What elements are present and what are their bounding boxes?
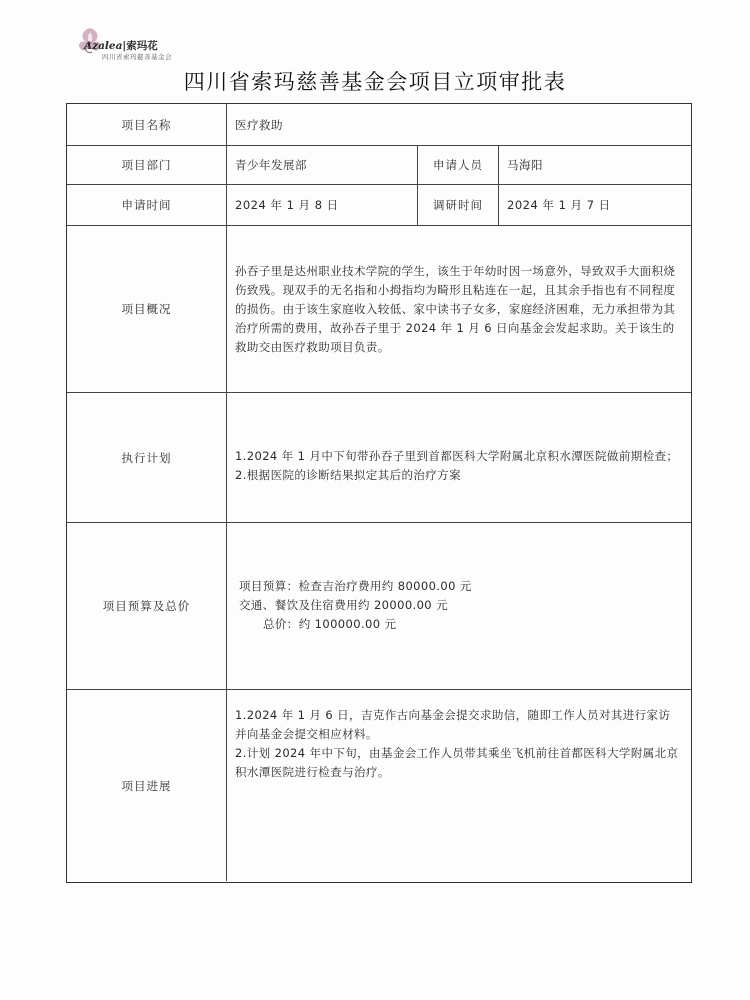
department-value: 青少年发展部 <box>235 158 307 172</box>
plan-label: 执行计划 <box>67 393 227 522</box>
budget-total-line: 总价：约 100000.00 元 <box>263 617 397 631</box>
page-title: 四川省索玛慈善基金会项目立项审批表 <box>183 70 567 94</box>
progress-label: 项目进展 <box>67 690 227 881</box>
row-plan <box>67 393 691 523</box>
survey-date-label: 调研时间 <box>417 185 499 225</box>
approval-form-table <box>66 103 692 883</box>
apply-date-value: 2024 年 1 月 8 日 <box>235 198 339 212</box>
applicant-value: 马海阳 <box>507 158 543 172</box>
budget-text <box>227 523 691 689</box>
row-progress <box>67 690 691 881</box>
applicant-label: 申请人员 <box>417 146 499 184</box>
progress-text <box>227 690 691 881</box>
plan-text <box>227 393 691 522</box>
row-overview <box>67 226 691 393</box>
progress-item: 1.2024 年 1 月 6 日，吉克作古向基金会提交求助信，随即工作人员对其进行家访并向基金会提交相应材料。 <box>235 708 671 741</box>
logo-subtitle: 四川省索玛慈善基金会 <box>102 53 172 61</box>
row-dates <box>67 185 691 226</box>
overview-paragraph: 孙吞子里是达州职业技术学院的学生，该生于年幼时因一场意外，导致双手大面积烧伤致残。现双手的无名指和小拇指均为畸形且粘连在一起，且其余手指也有不同程度的损伤。由于该生家庭收入较低、家中读书子女多，家庭经济困难，无力承担带为其治疗所需的费用，故孙吞子里于 2024 年 1 月 6 日向基金会发起求助。关于该生的救助交由医疗救助项目负责。 <box>235 264 676 354</box>
department-label: 项目部门 <box>67 146 227 184</box>
plan-item: 2.根据医院的诊断结果拟定其后的治疗方案 <box>235 468 461 482</box>
row-budget <box>67 523 691 690</box>
overview-text <box>227 226 691 392</box>
budget-line: 项目预算：检查吉治疗费用约 80000.00 元 <box>239 579 472 593</box>
budget-line: 交通、餐饮及住宿费用约 20000.00 元 <box>239 598 448 612</box>
progress-item: 2.计划 2024 年中下旬，由基金会工作人员带其乘坐飞机前往首都医科大学附属北京积水潭医院进行检查与治疗。 <box>235 746 679 779</box>
overview-label: 项目概况 <box>67 226 227 392</box>
project-name-value: 医疗救助 <box>235 117 283 132</box>
apply-date-label: 申请时间 <box>67 185 227 225</box>
project-name-label: 项目名称 <box>67 104 227 145</box>
logo-brand: Azalea|索玛花 <box>84 40 158 52</box>
plan-item: 1.2024 年 1 月中下旬带孙吞子里到首都医科大学附属北京积水潭医院做前期检查； <box>235 449 679 463</box>
row-department <box>67 146 691 185</box>
foundation-logo <box>72 24 192 62</box>
budget-label: 项目预算及总价 <box>67 523 227 689</box>
survey-date-value: 2024 年 1 月 7 日 <box>507 198 611 212</box>
row-project-name <box>67 104 691 146</box>
